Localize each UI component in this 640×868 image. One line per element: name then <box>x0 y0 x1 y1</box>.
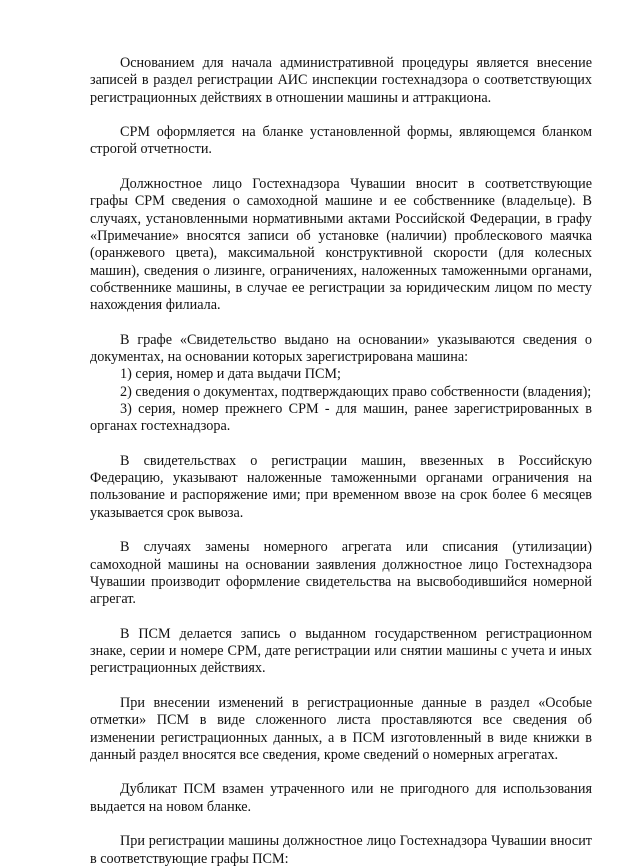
list-item: 1) серия, номер и дата выдачи ПСМ; <box>120 366 341 383</box>
paragraph-special-notes: При внесении изменений в регистрационные данные в раздел «Особые отметки» ПСМ в виде сложенного листа проставляются все сведения об изменении регистрационных данных, а в ПСМ изготовленный в виде книжки в данный раздел вносятся все сведения, кроме сведений о номерных агрегатах. <box>90 694 592 763</box>
paragraph-psm-duplicate: Дубликат ПСМ взамен утраченного или не пригодного для использования выдается на новом бланке. <box>90 781 592 815</box>
paragraph-srm-form: СРМ оформляется на бланке установленной формы, являющемся бланком строгой отчетности. <box>90 124 592 158</box>
paragraph-psm-record: В ПСМ делается запись о выданном государственном регистрационном знаке, серии и номере СРМ, дате регистрации или снятии машины с учета и иных регистрационных действиях. <box>90 625 592 677</box>
paragraph-imported-machines: В свидетельствах о регистрации машин, ввезенных в Российскую Федерацию, указывают наложенные таможенными органами ограничения на пользование и распоряжение ими; при временном ввозе на срок более 6 месяцев указывается срок вывоза. <box>90 452 592 521</box>
paragraph-certificate-basis: В графе «Свидетельство выдано на основании» указываются сведения о документах, на основании которых зарегистрирована машина: <box>90 331 592 366</box>
list-item: 2) сведения о документах, подтверждающих право собственности (владения); <box>120 383 592 400</box>
paragraph-srm-fields: Должностное лицо Гостехнадзора Чувашии вносит в соответствующие графы СРМ сведения о самоходной машине и ее собственнике (владельце). В случаях, установленными нормативными актами Российской Федерации, в графу «Примечание» вносятся записи об установке (наличии) проблескового маячка (оранжевого цвета), максимальной конструктивной скорости (для колесных машин), сведения о лизинге, ограничениях, наложенных таможенными органами, собственнике машины, в случае ее регистрации за юридическим лицом по месту нахождения филиала. <box>90 176 592 314</box>
paragraph-registration-psm: При регистрации машины должностное лицо Гостехнадзора Чувашии вносит в соответствующие графы ПСМ: <box>90 833 592 867</box>
paragraph-unit-replacement: В случаях замены номерного агрегата или списания (утилизации) самоходной машины на основании заявления должностное лицо Гостехнадзора Чувашии производит оформление свидетельства на высвободившийся номерной агрегат. <box>90 539 592 608</box>
list-item: 3) серия, номер прежнего СРМ - для машин, ранее зарегистрированных в органах гостехнадзора. <box>90 400 592 435</box>
paragraph-procedure-basis: Основанием для начала административной процедуры является внесение записей в раздел регистрации АИС инспекции гостехнадзора о соответствующих регистрационных действиях в отношении машины и аттракциона. <box>90 55 592 106</box>
